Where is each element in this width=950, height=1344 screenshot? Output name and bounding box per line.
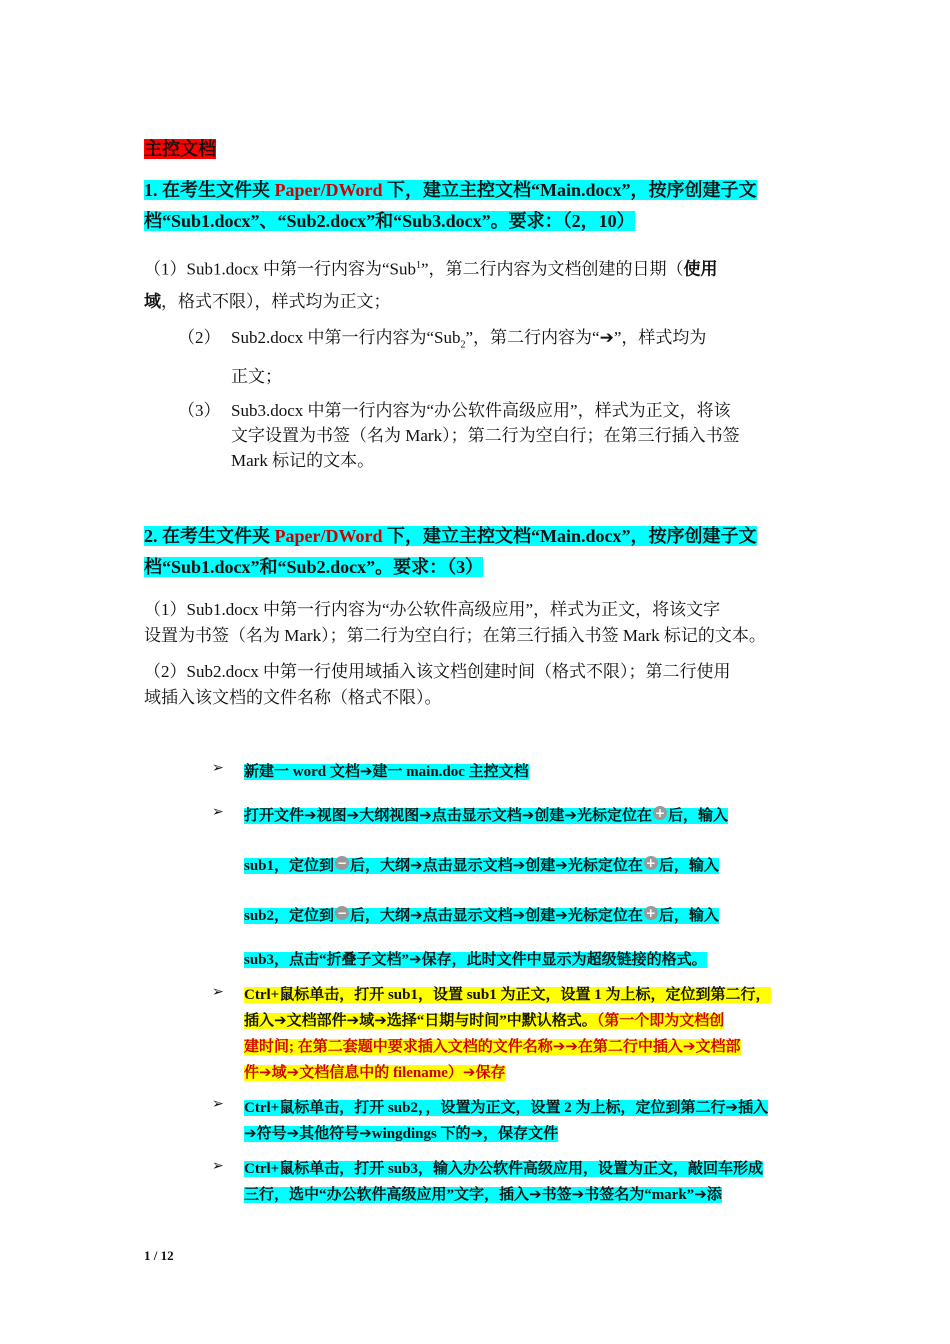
collapse-minus-icon: −: [337, 906, 348, 920]
arrow-icon: ➔: [571, 1185, 585, 1203]
arrow-icon: ➔: [725, 1098, 739, 1116]
arrow-icon: ➔: [244, 1124, 257, 1142]
arrow-icon: ➔: [682, 1037, 696, 1055]
arrow-icon: ➔: [274, 1011, 287, 1029]
arrow-icon: ➔: [564, 806, 577, 824]
arrow-icon: ➔: [359, 1124, 372, 1142]
arrow-icon: ➔: [565, 1037, 578, 1055]
expand-plus-icon: +: [645, 856, 656, 870]
arrow-icon: ➔: [470, 1124, 484, 1142]
arrow-icon: ➔: [286, 1063, 300, 1081]
question-2-heading: 2. 在考生文件夹 Paper/DWord 下，建立主控文档“Main.docx”，按序创建子文 档“Sub1.docx”和“Sub2.docx”。要求：（3）: [144, 526, 757, 577]
arrow-icon: ➔: [286, 1124, 300, 1142]
bullet-icon: ➢: [212, 1158, 224, 1174]
arrow-icon: ➔: [512, 906, 526, 924]
arrow-icon: ➔: [555, 856, 568, 874]
arrow-icon: ➔: [259, 1063, 272, 1081]
q1-requirement-3-number: （3）: [178, 401, 221, 420]
page-number: 1 / 12: [144, 1248, 174, 1263]
arrow-icon: ➔: [419, 806, 432, 824]
arrow-icon: ➔: [555, 906, 568, 924]
q2-requirement-1: （1）Sub1.docx 中第一行内容为“办公软件高级应用”，样式为正文，将该文字 设置为书签（名为 Mark）；第二行为空白行；在第三行插入书签 Mark 标记的文本。: [144, 600, 766, 645]
step-2: 打开文件➔视图➔大纲视图➔点击显示文档➔创建➔光标定位在 + 后，输入 sub1，定位到 − 后，大纲➔点击显示文档➔创建➔光标定位在 + 后，输入 sub2，定位到 − 后，大纲➔点击显示文档➔创建➔光标定位在 + 后，输入 sub3，点击“折叠子文档”➔保存，此时文件中显示为超级链接的格式。: [244, 806, 728, 968]
arrow-icon: ➔: [359, 762, 373, 780]
bullet-icon: ➢: [212, 984, 224, 1000]
arrow-icon: ➔: [694, 1185, 707, 1203]
q1-requirement-3: Sub3.docx 中第一行内容为“办公软件高级应用”，样式为正文，将该 文字设置为书签（名为 Mark）；第二行为空白行；在第三行插入书签 Mark 标记的文本。: [231, 401, 740, 470]
arrow-icon: ➔: [410, 856, 423, 874]
step-3: Ctrl+鼠标单击，打开 sub1，设置 sub1 为正文，设置 1 为上标，定位到第二行， 插入➔文档部件➔域➔选择“日期与时间”中默认格式。（第一个即为文档创 建时间; 在第二套题中要求插入文档的文件名称➔➔在第二行中插入➔文档部 件➔域➔文档信息中的 filename）➔保存: [244, 987, 771, 1081]
collapse-minus-icon: −: [337, 856, 348, 870]
step-1: 新建一 word 文档➔建一 main.doc 主控文档: [244, 762, 529, 780]
arrow-icon: ➔: [304, 806, 317, 824]
document-title: 主控文档: [144, 139, 216, 159]
question-1-heading: 1. 在考生文件夹 Paper/DWord 下，建立主控文档“Main.docx”，按序创建子文 档“Sub1.docx”、“Sub2.docx”和“Sub3.docx”。要求：（2，10）: [144, 180, 757, 231]
q1-requirement-2-number: （2）: [178, 328, 221, 347]
expand-plus-icon: +: [654, 806, 666, 820]
arrow-icon: ➔: [512, 856, 526, 874]
bullet-icon: ➢: [212, 1096, 224, 1112]
arrow-icon: ➔: [552, 1037, 566, 1055]
arrow-icon: ➔: [410, 906, 423, 924]
arrow-icon: ➔: [529, 1185, 542, 1203]
bullet-icon: ➢: [212, 804, 224, 820]
q2-requirement-2: （2）Sub2.docx 中第一行使用域插入该文档创建时间（格式不限）；第二行使用 域插入该文档的文件名称（格式不限）。: [144, 662, 731, 707]
arrow-icon: ➔: [409, 950, 422, 968]
step-4: Ctrl+鼠标单击，打开 sub2，，设置为正文，设置 2 为上标，定位到第二行➔插入 ➔符号➔其他符号➔wingdings 下的➔，保存文件: [244, 1098, 769, 1142]
arrow-icon: ➔: [374, 1011, 387, 1029]
arrow-icon: ➔: [462, 1063, 476, 1081]
q1-requirement-1: （1）Sub1.docx 中第一行内容为“Sub$^1$”，第二行内容为文档创建的日期（使用 域，格式不限），样式均为正文；: [144, 259, 718, 311]
expand-plus-icon: +: [645, 906, 656, 920]
arrow-icon: ➔: [346, 806, 360, 824]
bullet-icon: ➢: [212, 760, 224, 776]
step-5: Ctrl+鼠标单击，打开 sub3，输入办公软件高级应用，设置为正文，敲回车形成 三行，选中“办公软件高级应用”文字，插入➔书签➔书签名为“mark”➔添: [244, 1161, 763, 1203]
arrow-icon: ➔: [521, 806, 535, 824]
arrow-icon: ➔: [346, 1011, 360, 1029]
q1-requirement-2: Sub2.docx 中第一行内容为“Sub$_2$”，第二行内容为“➔”，样式均为 正文；: [231, 328, 707, 387]
